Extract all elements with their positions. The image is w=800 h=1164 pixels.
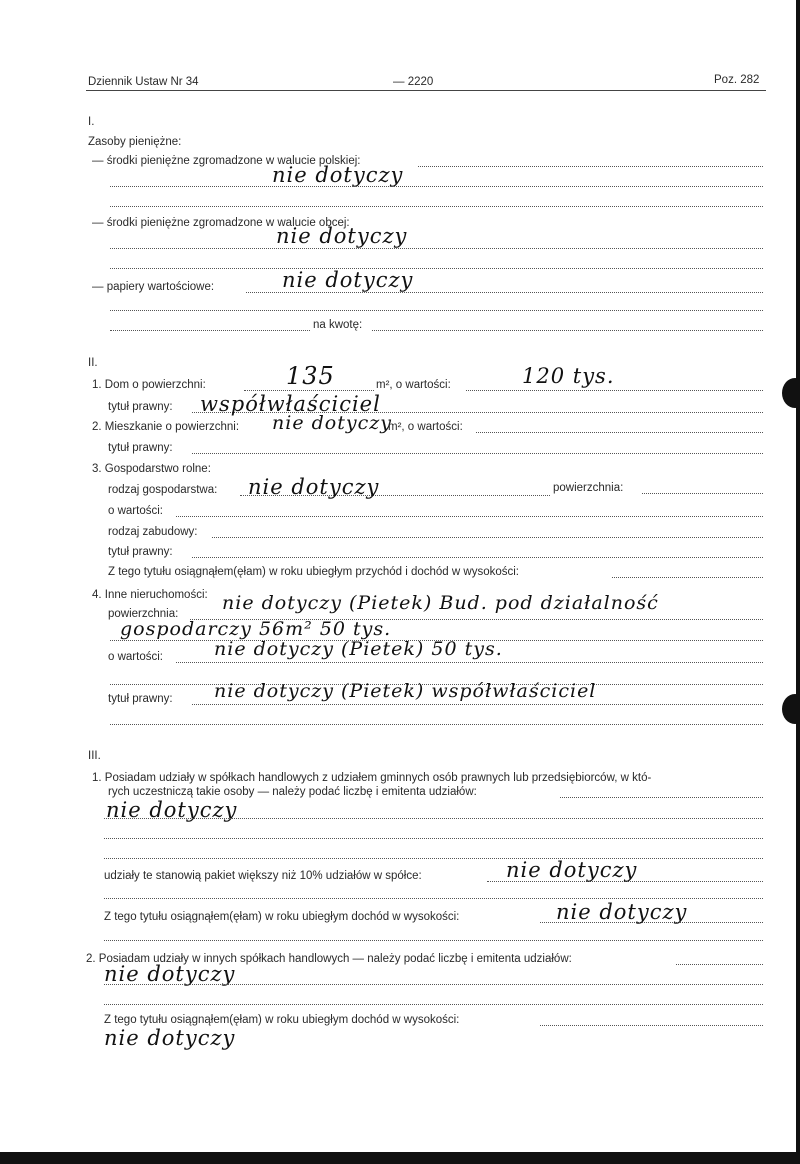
farm-type-label: rodzaj gospodarstwa: bbox=[108, 484, 218, 496]
shares-q2-line-b bbox=[104, 1004, 763, 1005]
shares-q2-label: 2. Posiadam udziały w innych spółkach handlowych — należy podać liczbę i emitenta udziałów: bbox=[86, 953, 572, 965]
shares-q1-income-value: nie dotyczy bbox=[556, 900, 688, 924]
farm-worth-line bbox=[176, 516, 763, 517]
other-worth-label: o wartości: bbox=[108, 651, 163, 663]
flat-label: 2. Mieszkanie o powierzchni: bbox=[92, 421, 240, 433]
shares-q1-line-c bbox=[104, 858, 763, 859]
section-2-numeral: II. bbox=[88, 357, 98, 369]
shares-q1-line-2: rych uczestniczą takie osoby — należy podać liczbę i emitenta udziałów: bbox=[108, 786, 477, 798]
scan-edge-bottom bbox=[0, 1152, 800, 1164]
shares-q1-pct-value: nie dotyczy bbox=[506, 858, 638, 882]
other-worth-value: nie dotyczy (Pietek) 50 tys. bbox=[214, 638, 503, 660]
house-value: 120 tys. bbox=[522, 364, 615, 388]
other-title-value: nie dotyczy (Pietek) współwłaściciel bbox=[214, 680, 597, 702]
shares-q1-line-a bbox=[104, 818, 763, 819]
flat-m2-value-label: m², o wartości: bbox=[388, 421, 463, 433]
flat-title-line bbox=[192, 453, 763, 454]
pln-cash-value: nie dotyczy bbox=[272, 163, 404, 187]
farm-type-value: nie dotyczy bbox=[248, 475, 380, 499]
flat-title-label: tytuł prawny: bbox=[108, 442, 173, 454]
section-1-title: Zasoby pieniężne: bbox=[88, 136, 182, 148]
header-left: Dziennik Ustaw Nr 34 bbox=[88, 76, 199, 88]
house-label: 1. Dom o powierzchni: bbox=[92, 379, 206, 391]
house-area-value: 135 bbox=[286, 362, 335, 390]
other-title-line bbox=[192, 704, 763, 705]
flat-value-line bbox=[476, 432, 763, 433]
other-worth-line bbox=[176, 662, 763, 663]
farm-build-label: rodzaj zabudowy: bbox=[108, 526, 198, 538]
shares-q1-pct-label: udziały te stanowią pakiet większy niż 10% udziałów w spółce: bbox=[104, 870, 422, 882]
shares-q1-income-line-2 bbox=[104, 940, 763, 941]
shares-q2-value: nie dotyczy bbox=[104, 962, 236, 986]
fx-cash-value: nie dotyczy bbox=[276, 224, 408, 248]
shares-q1-line-1: 1. Posiadam udziały w spółkach handlowych z udziałem gminnych osób prawnych lub przedsiębiorców, w któ- bbox=[92, 772, 652, 784]
header-rule bbox=[86, 90, 766, 91]
house-area-line bbox=[244, 390, 374, 391]
farm-label: 3. Gospodarstwo rolne: bbox=[92, 463, 211, 475]
amount-label: na kwotę: bbox=[313, 319, 363, 331]
farm-title-line bbox=[192, 557, 763, 558]
pln-cash-label: — środki pieniężne zgromadzone w walucie polskiej: bbox=[92, 155, 361, 167]
house-title-label: tytuł prawny: bbox=[108, 401, 173, 413]
shares-q1-income-label: Z tego tytułu osiągnąłem(ęłam) w roku ubiegłym dochód w wysokości: bbox=[104, 911, 460, 923]
other-title-line-2 bbox=[110, 724, 763, 725]
shares-q2-fill bbox=[676, 964, 763, 965]
other-area-label: powierzchnia: bbox=[108, 608, 179, 620]
other-area-value-1: nie dotyczy (Pietek) Bud. pod działalność bbox=[222, 592, 659, 614]
farm-build-line bbox=[212, 537, 763, 538]
other-area-value-2: gospodarczy 56m² 50 tys. bbox=[120, 618, 392, 640]
header-page-number: — 2220 bbox=[393, 76, 434, 88]
section-3-numeral: III. bbox=[88, 750, 101, 762]
securities-line bbox=[246, 292, 763, 293]
farm-worth-label: o wartości: bbox=[108, 505, 163, 517]
other-property-label: 4. Inne nieruchomości: bbox=[92, 589, 208, 601]
shares-q1-fill bbox=[560, 797, 763, 798]
flat-area-value: nie dotyczy bbox=[272, 412, 392, 434]
fx-cash-label: — środki pieniężne zgromadzone w walucie obcej: bbox=[92, 217, 350, 229]
farm-area-line bbox=[642, 493, 763, 494]
scan-edge-right bbox=[796, 0, 800, 1164]
securities-label: — papiery wartościowe: bbox=[92, 281, 215, 293]
pln-cash-line bbox=[418, 166, 763, 167]
shares-q2-line-a bbox=[104, 984, 763, 985]
house-title-value: współwłaściciel bbox=[200, 392, 381, 416]
farm-income-line bbox=[612, 577, 763, 578]
pln-cash-line-2 bbox=[110, 186, 763, 187]
header-position: Poz. 282 bbox=[714, 74, 760, 86]
shares-q2-income-label: Z tego tytułu osiągnąłem(ęłam) w roku ubiegłym dochód w wysokości: bbox=[104, 1014, 460, 1026]
fx-cash-line-2 bbox=[110, 268, 763, 269]
pln-cash-line-3 bbox=[110, 206, 763, 207]
amount-line-right bbox=[372, 330, 763, 331]
amount-line-left bbox=[110, 330, 310, 331]
securities-value: nie dotyczy bbox=[282, 268, 414, 292]
farm-income-label: Z tego tytułu osiągnąłem(ęłam) w roku ubiegłym przychód i dochód w wysokości: bbox=[108, 566, 519, 578]
section-1-numeral: I. bbox=[88, 116, 95, 128]
farm-title-label: tytuł prawny: bbox=[108, 546, 173, 558]
other-title-label: tytuł prawny: bbox=[108, 693, 173, 705]
house-m2-value-label: m², o wartości: bbox=[376, 379, 451, 391]
fx-cash-line bbox=[110, 248, 763, 249]
farm-area-label: powierzchnia: bbox=[553, 482, 624, 494]
securities-line-2 bbox=[110, 310, 763, 311]
shares-q1-value: nie dotyczy bbox=[106, 798, 238, 822]
shares-q1-pct-line-2 bbox=[104, 898, 763, 899]
shares-q1-line-b bbox=[104, 838, 763, 839]
shares-q2-income-line bbox=[540, 1025, 763, 1026]
shares-q2-income-value: nie dotyczy bbox=[104, 1026, 236, 1050]
house-value-line bbox=[466, 390, 763, 391]
